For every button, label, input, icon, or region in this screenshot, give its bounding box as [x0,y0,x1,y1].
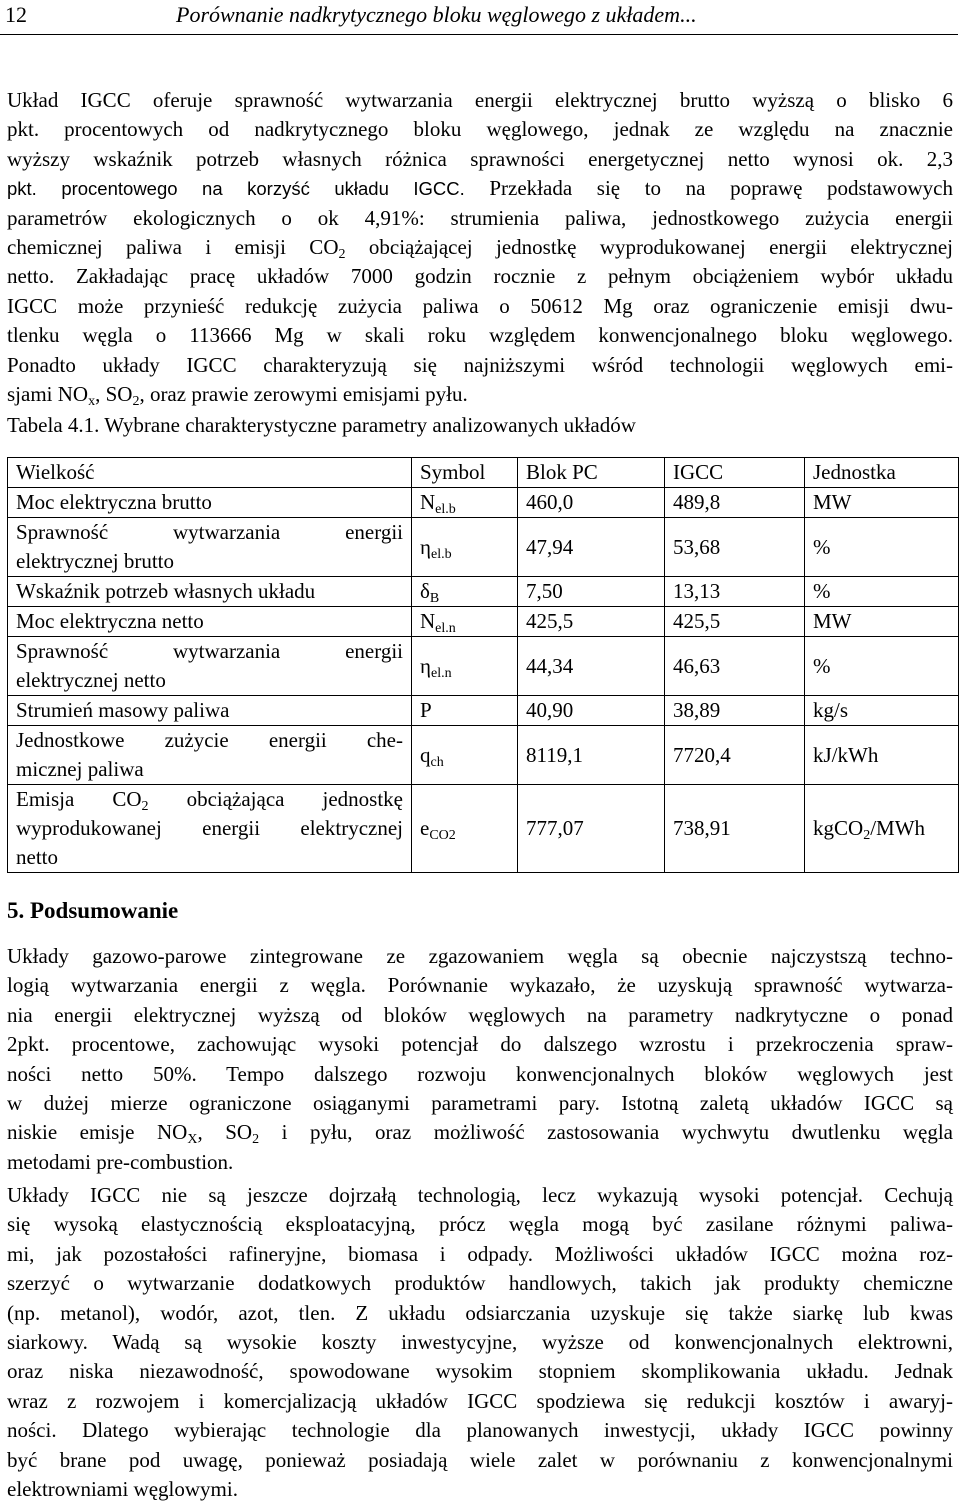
unit-cell: MW [805,607,959,637]
page-header [0,0,960,36]
igcc-value: 7720,4 [665,726,805,785]
unit-cell: % [805,637,959,696]
table-row [8,637,959,696]
text-line: oraz niska niezawodność, spowodowane wysokim stopniem skomplikowania układu. Jednak [7,1359,953,1384]
text-line: sjami $NO_x$, $SO_2$, oraz prawie zerowymi emisjami pyłu. [7,381,468,409]
igcc-value: 38,89 [665,696,805,726]
page-number: 12 [5,2,27,27]
symbol-cell: P [412,696,518,726]
text-line: szerzyć o wytwarzanie dodatkowych produktów handlowych, takich jak produkty chemiczne [7,1271,953,1296]
unit-cell: kg/s [805,696,959,726]
text-line: siarkowy. Wadą są wysokie koszty inwestycyjne, wyższe od konwencjonalnych elektrowni, [7,1329,953,1354]
header-rule [0,34,958,35]
text-line: Układy IGCC nie są jeszcze dojrzałą technologią, lecz wykazują wysoki potencjał. Cechują [7,1183,953,1207]
summary-paragraph-2 [7,1181,953,1504]
text-line: parametrów ekologicznych o ok 4,91%: strumienia paliwa, jednostkowego zużycia energii [7,205,953,230]
symbol-cell: $\eta_{el.b}$ [412,518,518,577]
blok-pc-value: 8119,1 [518,726,665,785]
table-row [8,726,959,785]
parameter-name: Sprawność wytwarzania energii elektrycznej brutto [8,518,412,577]
unit-cell: MW [805,488,959,518]
parameter-name: Moc elektryczna brutto [8,488,412,518]
unit-cell: kJ/kWh [805,726,959,785]
column-header: Symbol [412,458,518,488]
blok-pc-value: 425,5 [518,607,665,637]
text-line: elektrowniami węglowymi. [7,1476,238,1501]
parameter-name: Strumień masowy paliwa [8,696,412,726]
running-title: Porównanie nadkrytycznego bloku węglowego z układem... [176,2,697,27]
column-header: Jednostka [805,458,959,488]
parameter-name: Wskaźnik potrzeb własnych układu [8,577,412,607]
igcc-value: 425,5 [665,607,805,637]
table-header-row [8,458,959,488]
text-line: niskie emisje $NO_X$, $SO_2$ i pyłu, oraz możliwość zastosowania wychwytu dwutlenku węgla [7,1120,953,1148]
text-line: ności. Dlatego wybierając technologie dla planowanych inwestycji, układy IGCC powinny [7,1418,953,1443]
symbol-cell: $N_{el.n}$ [412,607,518,637]
text-line: logią wytwarzania energii z węgla. Porównanie wykazało, że uzyskują sprawność wytwarza- [7,973,953,998]
parameters-table [7,457,959,873]
text-line: metodami pre-combustion. [7,1149,234,1174]
text-line: (np. metanol), wodór, azot, tlen. Z układu odsiarczania uzyskuje się także siarkę lub kwas [7,1300,953,1325]
text-line: IGCC może przynieść redukcję zużycia paliwa o 50612 Mg oraz ograniczenie emisji dwu- [7,293,953,318]
unit-cell: % [805,518,959,577]
intro-paragraph [7,86,953,409]
symbol-cell: $\eta_{el.n}$ [412,637,518,696]
text-line: wraz z rozwojem i komercjalizacją układów IGCC spodziewa się redukcji kosztów i awaryj- [7,1388,953,1413]
igcc-value: 738,91 [665,785,805,873]
text-line: w dużej mierze ograniczone osiąganymi parametrami pary. Istotną zaletą układów IGCC są [7,1090,953,1115]
symbol-cell: $\delta_B$ [412,577,518,607]
unit-cell: kgCO$_2$/MWh [805,785,959,873]
igcc-value: 46,63 [665,637,805,696]
text-line: być brane pod uwagę, ponieważ posiadają wiele zalet w porównaniu z konwencjonalnymi [7,1447,953,1472]
column-header: IGCC [665,458,805,488]
blok-pc-value: 777,07 [518,785,665,873]
symbol-cell: $e_{CO2}$ [412,785,518,873]
text-line: Ponadto układy IGCC charakteryzują się najniższymi wśród technologii węglowych emi- [7,352,953,377]
table-row [8,577,959,607]
column-header: Wielkość [8,458,412,488]
text-line: pkt. procentowego na korzyść układu IGCC. Przekłada się to na poprawę podstawowych [7,176,953,201]
summary-paragraph-1 [7,942,953,1177]
text-line: 2pkt. procentowe, zachowując wysoki potencjał do dalszego wzrostu i przekroczenia spraw- [7,1032,953,1057]
blok-pc-value: 40,90 [518,696,665,726]
table-row [8,607,959,637]
text-line: wyższy wskaźnik potrzeb własnych różnica sprawności energetycznej netto wynosi ok. 2,3 [7,146,953,171]
parameter-name: Moc elektryczna netto [8,607,412,637]
symbol-cell: $q_{ch}$ [412,726,518,785]
text-line: pkt. procentowych od nadkrytycznego bloku węglowego, jednak ze względu na znacznie [7,117,953,142]
section-heading: 5. Podsumowanie [7,898,179,923]
table-row [8,488,959,518]
table-row [8,518,959,577]
text-line: Układ IGCC oferuje sprawność wytwarzania energii elektrycznej brutto wyższą o blisko 6 [7,88,953,112]
table-row [8,785,959,873]
symbol-cell: $N_{el.b}$ [412,488,518,518]
table-caption: Tabela 4.1. Wybrane charakterystyczne parametry analizowanych układów [7,413,636,437]
text-line: się wysoką elastycznością eksploatacyjną, prócz węgla mogą być zasilane różnymi paliwa- [7,1212,953,1237]
text-line: Układy gazowo-parowe zintegrowane ze zgazowaniem węgla są obecnie najczystszą techno- [7,944,953,968]
text-line: chemicznej paliwa i emisji $CO_2$ obciążającej jednostkę wyprodukowanej energii elektrycznej [7,234,953,262]
blok-pc-value: 7,50 [518,577,665,607]
blok-pc-value: 460,0 [518,488,665,518]
table-row [8,696,959,726]
text-line: nia energii elektrycznej wyższą od bloków węglowych na parametry nadkrytyczne o ponad [7,1002,953,1027]
blok-pc-value: 44,34 [518,637,665,696]
text-line: ności netto 50%. Tempo dalszego rozwoju konwencjonalnych bloków węglowych jest [7,1061,953,1086]
parameter-name: Sprawność wytwarzania energii elektrycznej netto [8,637,412,696]
parameter-name: Jednostkowe zużycie energii che- micznej paliwa [8,726,412,785]
igcc-value: 489,8 [665,488,805,518]
text-line: mi, jak pozostałości rafineryjne, biomasa i odpady. Możliwości układów IGCC można roz- [7,1241,953,1266]
blok-pc-value: 47,94 [518,518,665,577]
parameter-name: Emisja $CO_2$ obciążająca jednostkę wyprodukowanej energii elektrycznej netto [8,785,412,873]
column-header: Blok PC [518,458,665,488]
text-line: tlenku węgla o 113666 Mg w skali roku względem konwencjonalnego bloku węglowego. [7,323,953,348]
text-line: netto. Zakładając pracę układów 7000 godzin rocznie z pełnym obciążeniem wybór układu [7,264,953,289]
igcc-value: 13,13 [665,577,805,607]
igcc-value: 53,68 [665,518,805,577]
unit-cell: % [805,577,959,607]
